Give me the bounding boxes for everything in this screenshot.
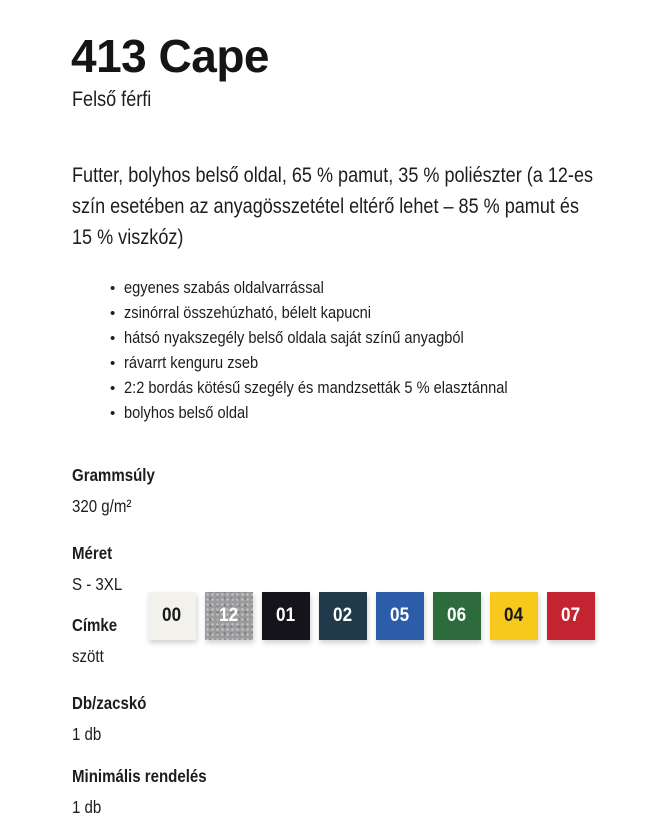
product-category: Felső férfi xyxy=(72,88,152,111)
bullet-icon: • xyxy=(110,330,116,347)
feature-text: zsinórral összehúzható, bélelt kapucni xyxy=(124,303,372,322)
feature-item xyxy=(110,376,570,401)
feature-text: bolyhos belső oldal xyxy=(124,403,249,422)
spec-label: Minimális rendelés xyxy=(72,766,207,786)
color-code: 12 xyxy=(219,605,239,626)
color-code: 00 xyxy=(162,605,182,626)
spec-meret xyxy=(72,545,130,593)
feature-item xyxy=(110,401,570,426)
color-code: 01 xyxy=(276,605,296,626)
product-title: 413 Cape xyxy=(71,30,270,82)
feature-text: rávarrt kenguru zseb xyxy=(124,353,259,372)
color-swatch-12 xyxy=(205,592,253,640)
color-swatch-02 xyxy=(319,592,367,640)
spec-value: S - 3XL xyxy=(72,573,123,594)
color-swatch-05 xyxy=(376,592,424,640)
feature-text: egyenes szabás oldalvarrással xyxy=(124,278,325,297)
spec-cimke xyxy=(72,617,125,665)
spec-label: Méret xyxy=(72,543,113,563)
color-code: 02 xyxy=(333,605,353,626)
spec-value: 1 db xyxy=(72,796,102,817)
feature-text: 2:2 bordás kötésű szegély és mandzsetták 5 % elasztánnal xyxy=(124,378,508,397)
color-swatch-01 xyxy=(262,592,310,640)
feature-item xyxy=(110,276,570,301)
spec-value: szött xyxy=(72,645,104,666)
color-code: 06 xyxy=(447,605,467,626)
bullet-icon: • xyxy=(110,405,116,422)
spec-value: 320 g/m² xyxy=(72,495,132,516)
bullet-icon: • xyxy=(110,355,116,372)
color-swatch-06 xyxy=(433,592,481,640)
spec-minimalis-rendeles xyxy=(72,768,229,816)
spec-grammsuly xyxy=(72,467,168,515)
spec-db-zacsko xyxy=(72,695,159,743)
spec-label: Címke xyxy=(72,615,118,635)
spec-value: 1 db xyxy=(72,723,102,744)
color-swatch-04 xyxy=(490,592,538,640)
color-swatch-00 xyxy=(148,592,196,640)
feature-item xyxy=(110,301,570,326)
bullet-icon: • xyxy=(110,305,116,322)
feature-text: hátsó nyakszegély belső oldala saját színű anyagból xyxy=(124,328,465,347)
bullet-icon: • xyxy=(110,280,116,297)
spec-label: Grammsúly xyxy=(72,465,155,485)
feature-list xyxy=(110,276,570,426)
color-code: 05 xyxy=(390,605,410,626)
color-code: 07 xyxy=(561,605,581,626)
feature-item xyxy=(110,326,570,351)
feature-item xyxy=(110,351,570,376)
color-swatches xyxy=(148,592,595,640)
color-code: 04 xyxy=(504,605,524,626)
color-swatch-07 xyxy=(547,592,595,640)
description-line: Futter, bolyhos belső oldal, 65 % pamut, 35 % poliészter (a 12-es xyxy=(72,164,594,187)
description-line: 15 % viszkóz) xyxy=(72,226,184,249)
bullet-icon: • xyxy=(110,380,116,397)
description-line: szín esetében az anyagösszetétel eltérő lehet – 85 % pamut és xyxy=(72,195,580,218)
spec-label: Db/zacskó xyxy=(72,693,147,713)
product-description xyxy=(72,160,650,253)
